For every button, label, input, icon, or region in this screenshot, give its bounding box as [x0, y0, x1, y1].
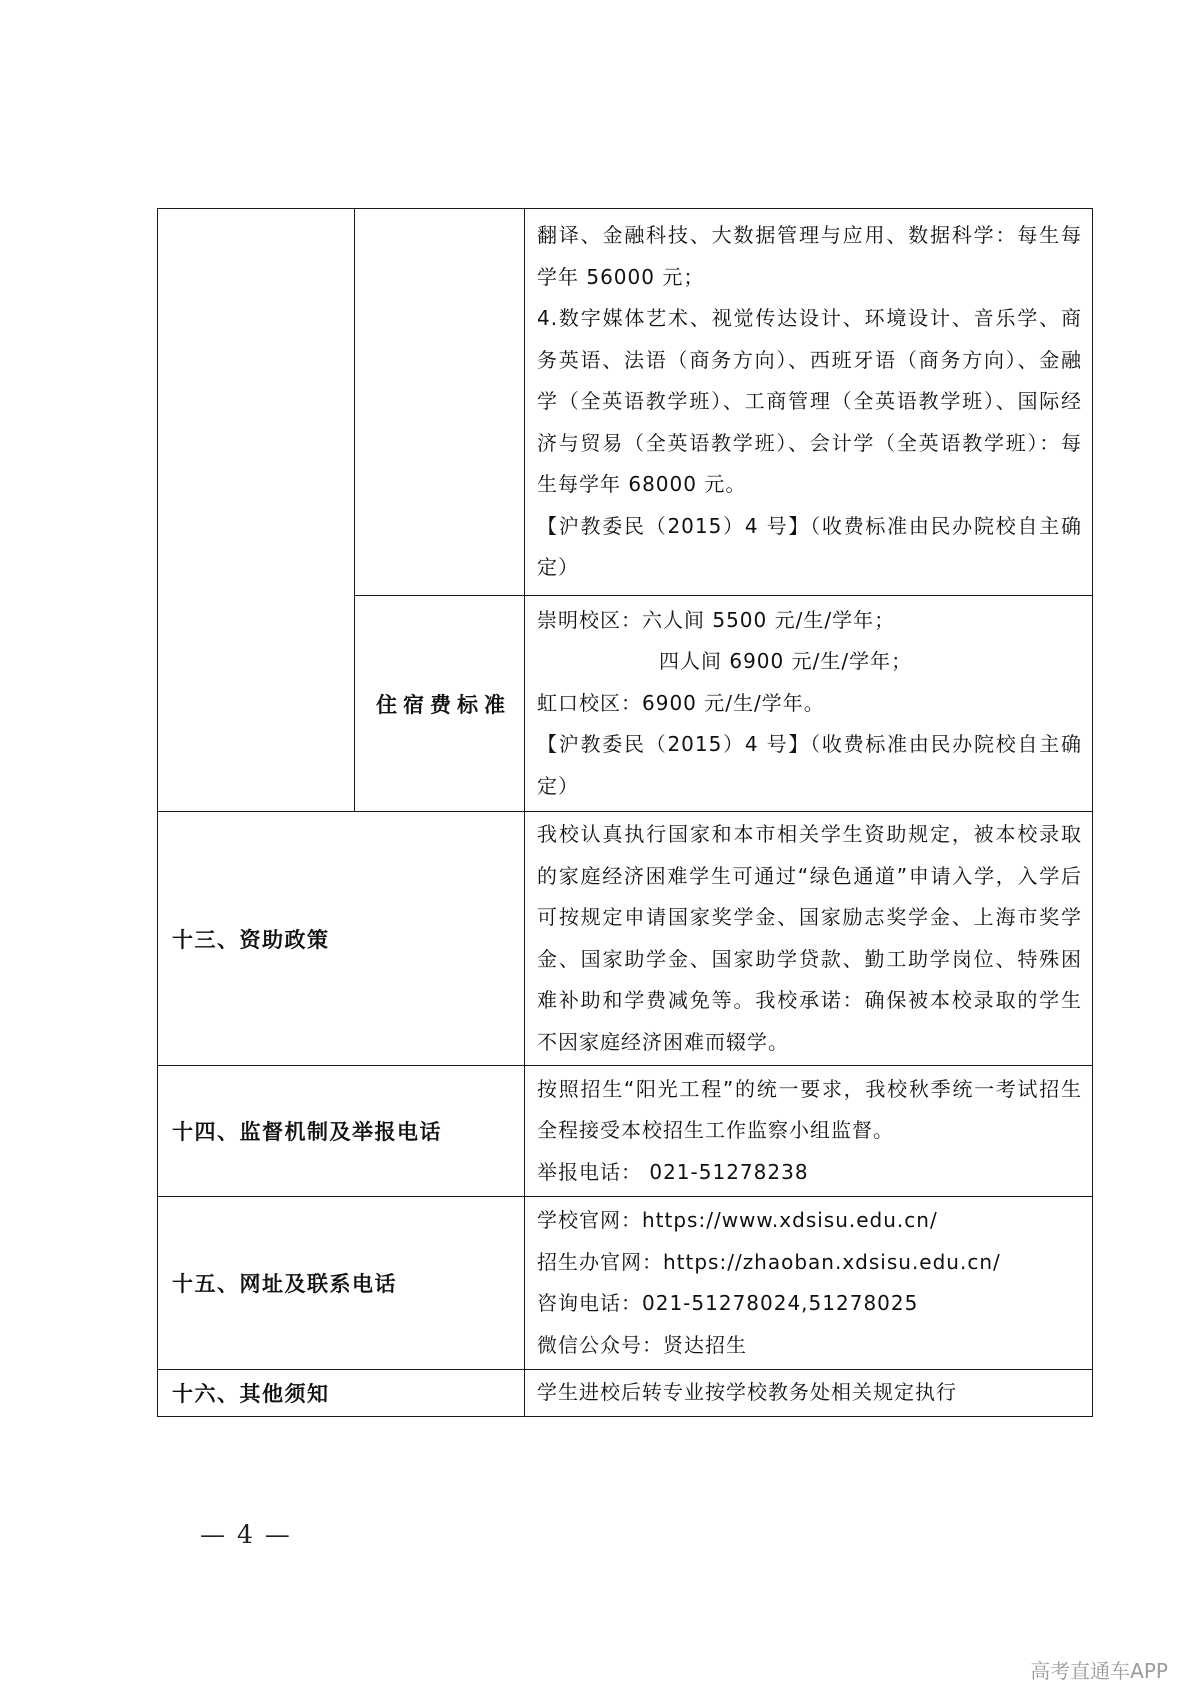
contact-label: 十五、网址及联系电话: [158, 1197, 525, 1370]
aid-policy-content: [525, 812, 1093, 1066]
dorm-line: 崇明校区：六人间 5500 元/生/学年；: [537, 607, 896, 632]
consult-phone: 咨询电话：021-51278024,51278025: [537, 1291, 919, 1315]
supervision-line: 按照招生“阳光工程”的统一要求，我校秋季统一考试招生全程接受本校招生工作监察小组监督。: [537, 1076, 1082, 1143]
tuition-content-cell: [525, 209, 1093, 596]
report-phone: 举报电话： 021-51278238: [537, 1159, 809, 1184]
admission-info-table: [157, 208, 1093, 1417]
tuition-line: 翻译、金融科技、大数据管理与应用、数据科学：每生每学年 56000 元；: [537, 223, 1082, 289]
table-row-contact: [158, 1197, 1093, 1370]
tuition-line: 4.数字媒体艺术、视觉传达设计、环境设计、音乐学、商务英语、法语（商务方向）、西班牙语（商务方向）、金融学（全英语教学班）、工商管理（全英语教学班）、国际经济与贸易（全英语教学班）、会计学（全英语教学班）：每生每学年 68000 元。: [537, 306, 1082, 497]
aid-policy-text: 我校认真执行国家和本市相关学生资助规定，被本校录取的家庭经济困难学生可通过“绿色通道”申请入学，入学后可按规定申请国家奖学金、国家励志奖学金、上海市奖学金、国家助学金、国家助学贷款、勤工助学岗位、特殊困难补助和学费减免等。我校承诺：确保被本校录取的学生不因家庭经济困难而辍学。: [537, 822, 1082, 1054]
dorm-fee-label: 住宿费标准: [355, 596, 525, 812]
tuition-line: 【沪教委民（2015）4 号】（收费标准由民办院校自主确定）: [537, 513, 1082, 580]
supervision-label: 十四、监督机制及举报电话: [158, 1066, 525, 1197]
supervision-content: [525, 1066, 1093, 1197]
contact-content: [525, 1197, 1093, 1370]
school-website: 学校官网：https://www.xdsisu.edu.cn/: [537, 1208, 938, 1232]
admission-website: 招生办官网：https://zhaoban.xdsisu.edu.cn/: [537, 1249, 1001, 1274]
dorm-content-cell: [525, 596, 1093, 812]
table-row-supervise: [158, 1066, 1093, 1197]
other-notes-text: 学生进校后转专业按学校教务处相关规定执行: [537, 1380, 957, 1404]
page-number: — 4 —: [200, 1520, 292, 1549]
tuition-label-cell: [355, 209, 525, 596]
other-notes-label: 十六、其他须知: [158, 1370, 525, 1417]
tuition-section-cell: [158, 209, 355, 812]
dorm-line: 虹口校区：6900 元/生/学年。: [537, 690, 825, 715]
dorm-line: 四人间 6900 元/生/学年；: [659, 649, 913, 674]
table-row-other: [158, 1370, 1093, 1417]
table-row-tuition: [158, 209, 1093, 596]
aid-policy-label: 十三、资助政策: [158, 812, 525, 1066]
wechat-account: 微信公众号：贤达招生: [537, 1332, 747, 1357]
table-row-aid: [158, 812, 1093, 1066]
app-watermark: 高考直通车APP: [1030, 1659, 1168, 1683]
other-notes-content: [525, 1370, 1093, 1417]
dorm-line: 【沪教委民（2015）4 号】（收费标准由民办院校自主确定）: [537, 732, 1082, 798]
